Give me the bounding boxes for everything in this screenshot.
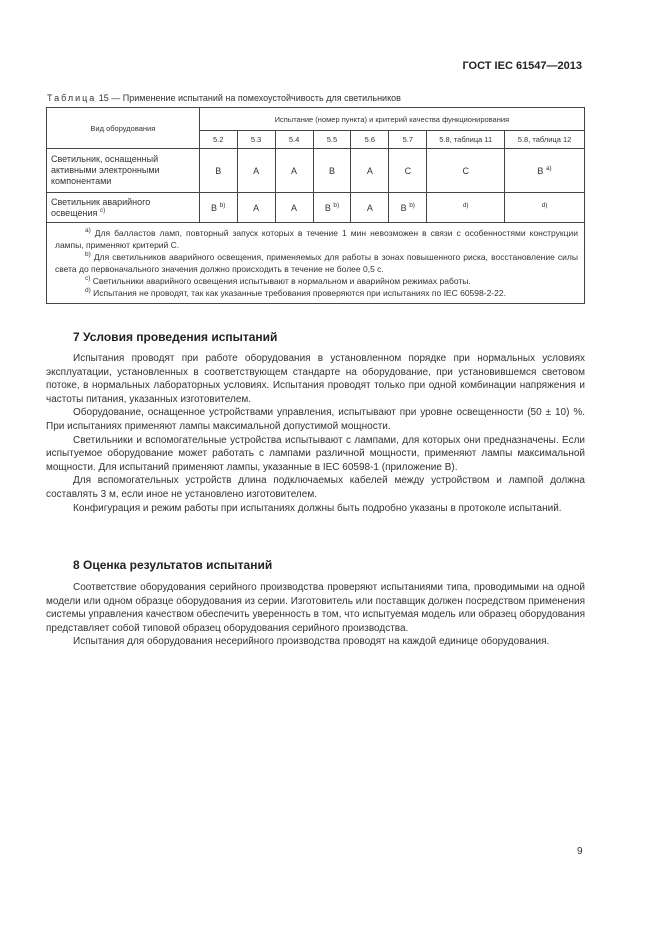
section-8-body (46, 581, 585, 649)
table-cell: B $^{a)}$ (505, 149, 585, 193)
section-8-title: 8 Оценка результатов испытаний (73, 558, 273, 572)
paragraph: Испытания проводят при работе оборудования в установленном порядке при нормальных условиях эксплуатации, установленных в соответствующем стандарте на оборудование, при установившемся световом потоке, в нормальных лабораторных условиях. Испытания проводят только при одной комбинации напряжения и частоты питания, указанных изготовителем. (46, 353, 585, 405)
footnote-mark: d) (462, 201, 469, 209)
table-row (47, 193, 585, 223)
table-cell: C (427, 149, 505, 193)
table-cell: A (275, 193, 313, 223)
table-cell: B (313, 149, 351, 193)
paragraph: Светильники и вспомогательные устройства испытывают с лампами, для которых они предназначены. Если испытуемое оборудование может работать с лампами различной мощности, применяют лампы максимальной мощности. Для испытаний применяют лампы, указанные в IEC 60598-1 (приложение В). (46, 434, 585, 473)
table-caption (47, 93, 401, 103)
paragraph: Для вспомогательных устройств длина подключаемых кабелей между устройством и лампой должна составлять 3 м, если иное не установлено изготовителем. (46, 475, 585, 500)
section-7-title: 7 Условия проведения испытаний (73, 330, 278, 344)
paragraph: Конфигурация и режим работы при испытаниях должны быть подробно указаны в протоколе испытаний. (73, 502, 562, 514)
column-header: 5.7 (389, 131, 427, 149)
footnote-mark: b) (219, 201, 226, 209)
footnote-mark: b) (409, 201, 415, 209)
column-header: 5.3 (237, 131, 275, 149)
page-number: 9 (577, 846, 583, 857)
table-cell: A (351, 193, 389, 223)
table-cell: A (351, 149, 389, 193)
paragraph: Оборудование, оснащенное устройствами управления, испытывают при уровне освещенности (50 ± 10) %. При испытаниях применяют лампы максимальной допустимой мощности. (46, 407, 585, 432)
paragraph: Соответствие оборудования серийного производства проверяют испытаниями типа, проводимыми на одной модели или одном образце оборудования из серии. Изготовитель или поставщик должен посредством применения системы управления качеством обеспечить уверенность в том, что испытуемая модель или образец оборудования представляет собой типовой образец оборудования серийного производства. (46, 582, 585, 634)
row-label: Светильник, оснащенный активными электронными компонентами (47, 149, 200, 193)
table-caption-word: Таблица (47, 93, 97, 103)
table-cell: A (275, 149, 313, 193)
table-note: $^{a)}$ Для балластов ламп, повторный запуск которых в течение 1 мин невозможен в связи с особенностями конструкции лампы, применяют критерий С. (55, 227, 578, 250)
column-header: 5.8, таблица 12 (505, 131, 585, 149)
column-header: 5.6 (351, 131, 389, 149)
paragraph: Испытания для оборудования несерийного производства проводят на каждой единице оборудования. (73, 636, 550, 648)
table-notes (47, 223, 585, 304)
table-cell: A (237, 193, 275, 223)
standard-code: ГОСТ IEC 61547—2013 (462, 60, 582, 72)
footnote-mark: a) (545, 164, 552, 172)
table-cell: B (199, 149, 237, 193)
column-header: 5.2 (199, 131, 237, 149)
table-cell (427, 193, 505, 223)
table-cell (505, 193, 585, 223)
footnote-mark: b) (333, 201, 340, 209)
table-note: $^{b)}$ Для светильников аварийного освещения, применяемых для работы в зонах повышенного риска, восстановление силы света до первоначального значения должно происходить в течение не более 0,5 с. (55, 251, 578, 274)
section-7-body (46, 352, 585, 515)
immunity-test-table (46, 107, 585, 304)
table-cell: B $^{b)}$ (389, 193, 427, 223)
table-cell: B $^{b)}$ (199, 193, 237, 223)
footnote-mark: d) (541, 201, 548, 209)
equipment-header: Вид оборудования (47, 108, 200, 149)
footnote-mark: c) (99, 206, 106, 214)
table-cell: C (389, 149, 427, 193)
column-header: 5.8, таблица 11 (427, 131, 505, 149)
table-note: $^{c)}$ Светильники аварийного освещения испытывают в нормальном и аварийном режимах работы. (85, 275, 471, 286)
test-header: Испытание (номер пункта) и критерий качества функционирования (199, 108, 584, 131)
table-cell: A (237, 149, 275, 193)
table-caption-text: 15 — Применение испытаний на помехоустойчивость для светильников (96, 93, 401, 103)
table-cell: B $^{b)}$ (313, 193, 351, 223)
column-header: 5.5 (313, 131, 351, 149)
table-note: $^{d)}$ Испытания не проводят, так как указанные требования проверяются при испытаниях по IEC 60598-2-22. (85, 287, 506, 298)
column-header: 5.4 (275, 131, 313, 149)
row-label: Светильник аварийного освещения $^{c)}$ (47, 193, 200, 223)
table-row (47, 149, 585, 193)
